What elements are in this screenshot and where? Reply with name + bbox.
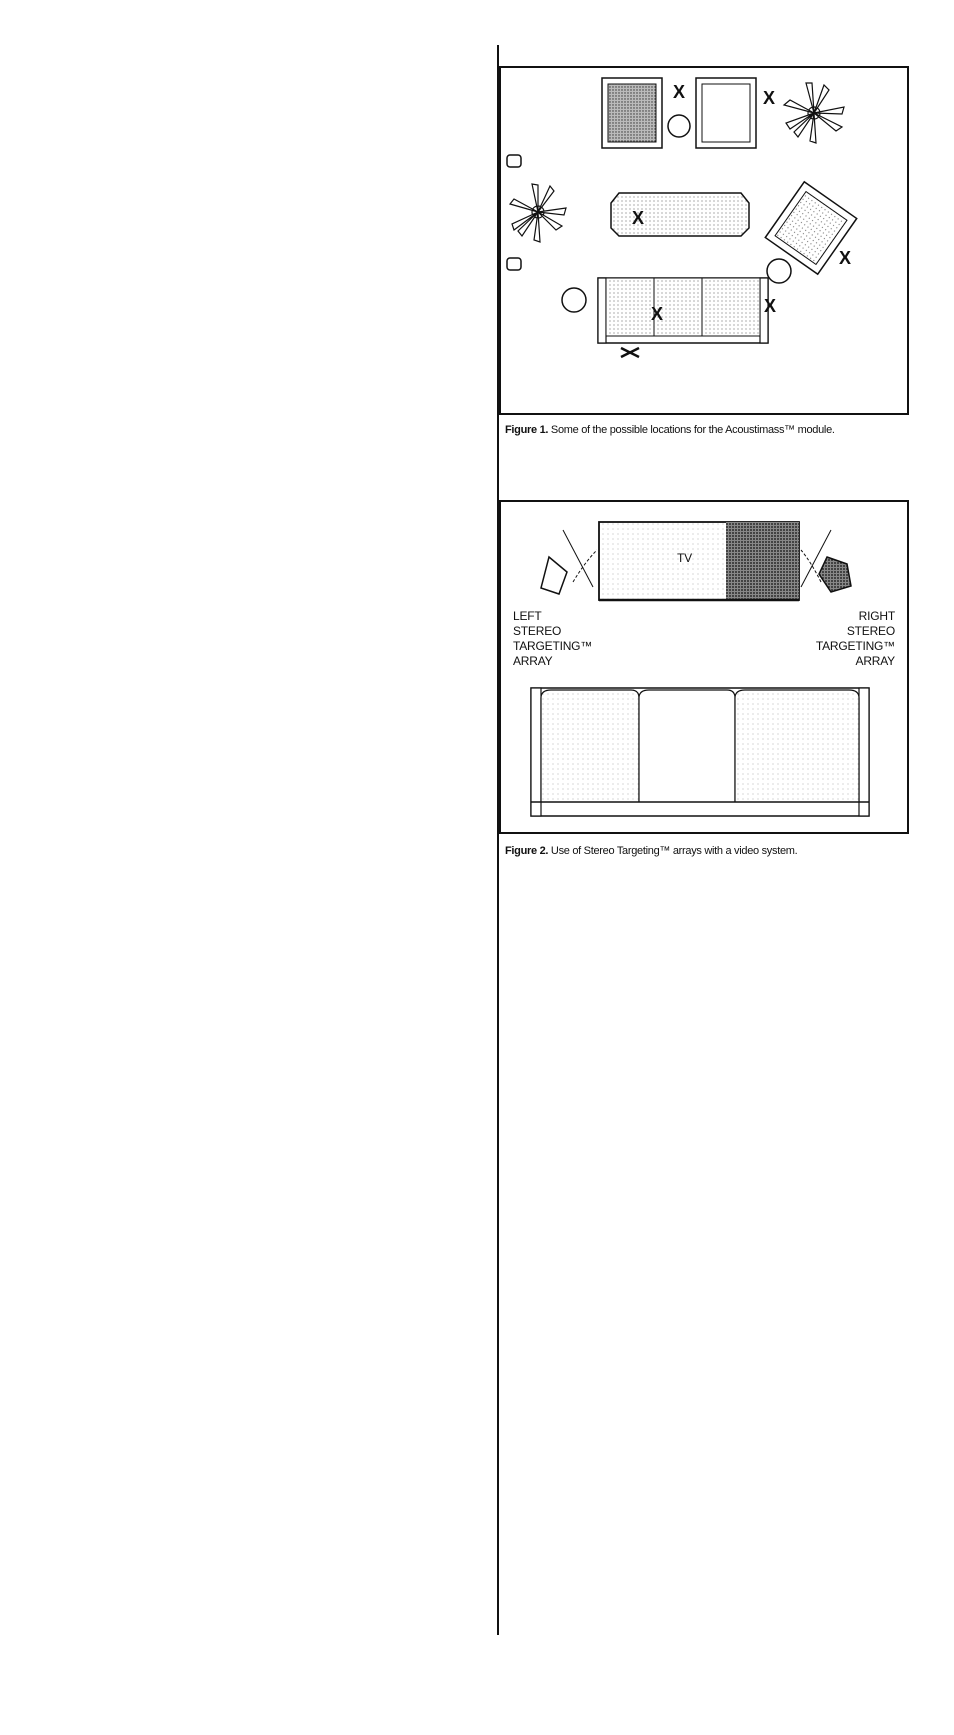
right-array-label-line: RIGHT (858, 609, 895, 623)
location-mark: X (839, 248, 852, 268)
side-table-right (767, 259, 791, 283)
right-targeting-array (801, 530, 851, 592)
location-mark-under-sofa (621, 348, 639, 357)
plant-top-right (784, 83, 844, 143)
right-array-label-line: STEREO (846, 624, 895, 638)
figure-1-room-layout (499, 66, 909, 415)
left-array-label-line: TARGETING™ (513, 639, 593, 653)
speaker-left-lower (507, 258, 521, 270)
location-mark: X (632, 208, 645, 228)
side-table-left (562, 288, 586, 312)
right-array-label-line: TARGETING™ (815, 639, 895, 653)
location-mark: X (764, 296, 777, 316)
location-mark: X (673, 82, 686, 102)
left-array-label-line: STEREO (513, 624, 562, 638)
right-array-label-line: ARRAY (855, 654, 895, 668)
caption-label: Figure 1. (505, 424, 549, 436)
armchair-top-right (696, 78, 756, 148)
tv-set (599, 522, 799, 600)
speaker-left-upper (507, 155, 521, 167)
location-mark: X (763, 88, 776, 108)
figure-1-drawing (501, 68, 907, 413)
figure-2-drawing (501, 502, 907, 832)
figure-2-caption (505, 844, 905, 858)
figure-1-caption (505, 423, 905, 437)
left-targeting-array (541, 530, 597, 594)
armchair-top-left (602, 78, 662, 148)
caption-label: Figure 2. (505, 845, 549, 857)
sofa (598, 278, 768, 343)
location-mark: X (651, 304, 664, 324)
left-array-label-line: LEFT (513, 609, 542, 623)
sofa-front (531, 688, 869, 816)
plant-left (510, 184, 566, 242)
left-array-label-line: ARRAY (513, 654, 553, 668)
tv-label: TV (677, 551, 692, 565)
caption-text: Use of Stereo Targeting™ arrays with a video system. (550, 845, 798, 857)
caption-text: Some of the possible locations for the Acoustimass™ module. (550, 424, 835, 436)
side-table-top (668, 115, 690, 137)
figure-2-video-setup (499, 500, 909, 834)
